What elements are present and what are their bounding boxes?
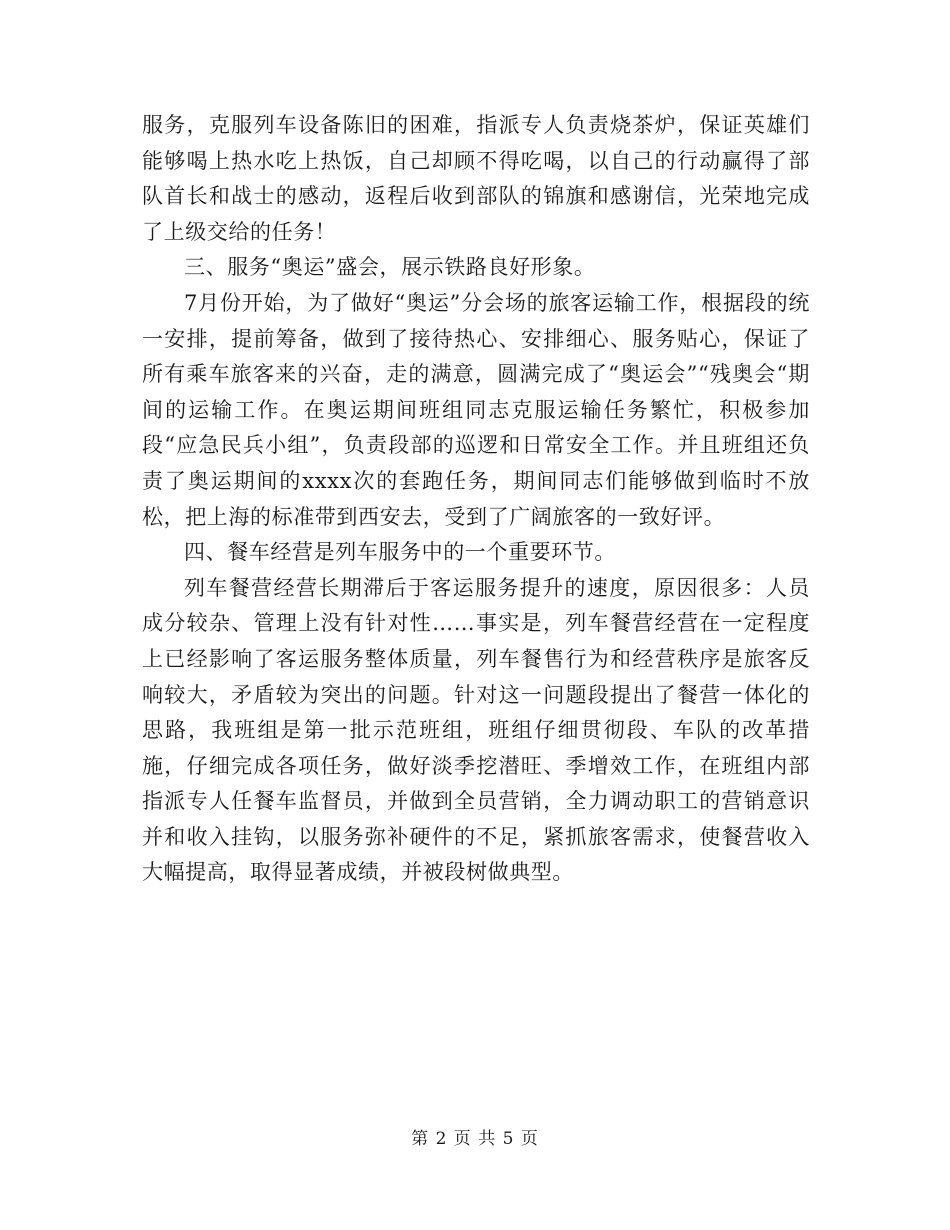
paragraph-dining-car: 列车餐营经营长期滞后于客运服务提升的速度，原因很多：人员成分较杂、管理上没有针对性……事实是，列车餐营经营在一定程度上已经影响了客运服务整体质量，列车餐售行为和经营秩序是旅客反响较大，矛盾较为突出的问题。针对这一问题段提出了餐营一体化的思路，我班组是第一批示范班组，班组仔细贯彻段、车队的改革措施，仔细完成各项任务，做好淡季挖潜旺、季增效工作，在班组内部指派专人任餐车监督员，并做到全员营销，全力调动职工的营销意识并和收入挂钩，以服务弥补硬件的不足，紧抓旅客需求，使餐营收入大幅提高，取得显著成绩，并被段树做典型。	[142, 575, 810, 885]
paragraph-continuation: 服务，克服列车设备陈旧的困难，指派专人负责烧茶炉，保证英雄们能够喝上热水吃上热饭，自己却顾不得吃喝，以自己的行动赢得了部队首长和战士的感动，返程后收到部队的锦旗和感谢信，光荣地完成了上级交给的任务！	[142, 113, 810, 244]
paragraph-olympics: 7月份开始，为了做好“奥运”分会场的旅客运输工作，根据段的统一安排，提前筹备，做到了接待热心、安排细心、服务贴心，保证了所有乘车旅客来的兴奋，走的满意，圆满完成了“奥运会”“残奥会“期间的运输工作。在奥运期间班组同志克服运输任务繁忙，积极参加段“应急民兵小组”，负责段部的巡逻和日常安全工作。并且班组还负责了奥运期间的xxxx次的套跑任务，期间同志们能够做到临时不放松，把上海的标准带到西安去，受到了广阔旅客的一致好评。	[142, 290, 810, 529]
page-number-footer: 第 2 页 共 5 页	[411, 1129, 539, 1149]
section-heading-dining-car: 四、餐车经营是列车服务中的一个重要环节。	[184, 540, 616, 565]
document-body	[142, 108, 810, 891]
section-heading-olympics: 三、服务“奥运”盛会，展示铁路良好形象。	[184, 255, 596, 280]
